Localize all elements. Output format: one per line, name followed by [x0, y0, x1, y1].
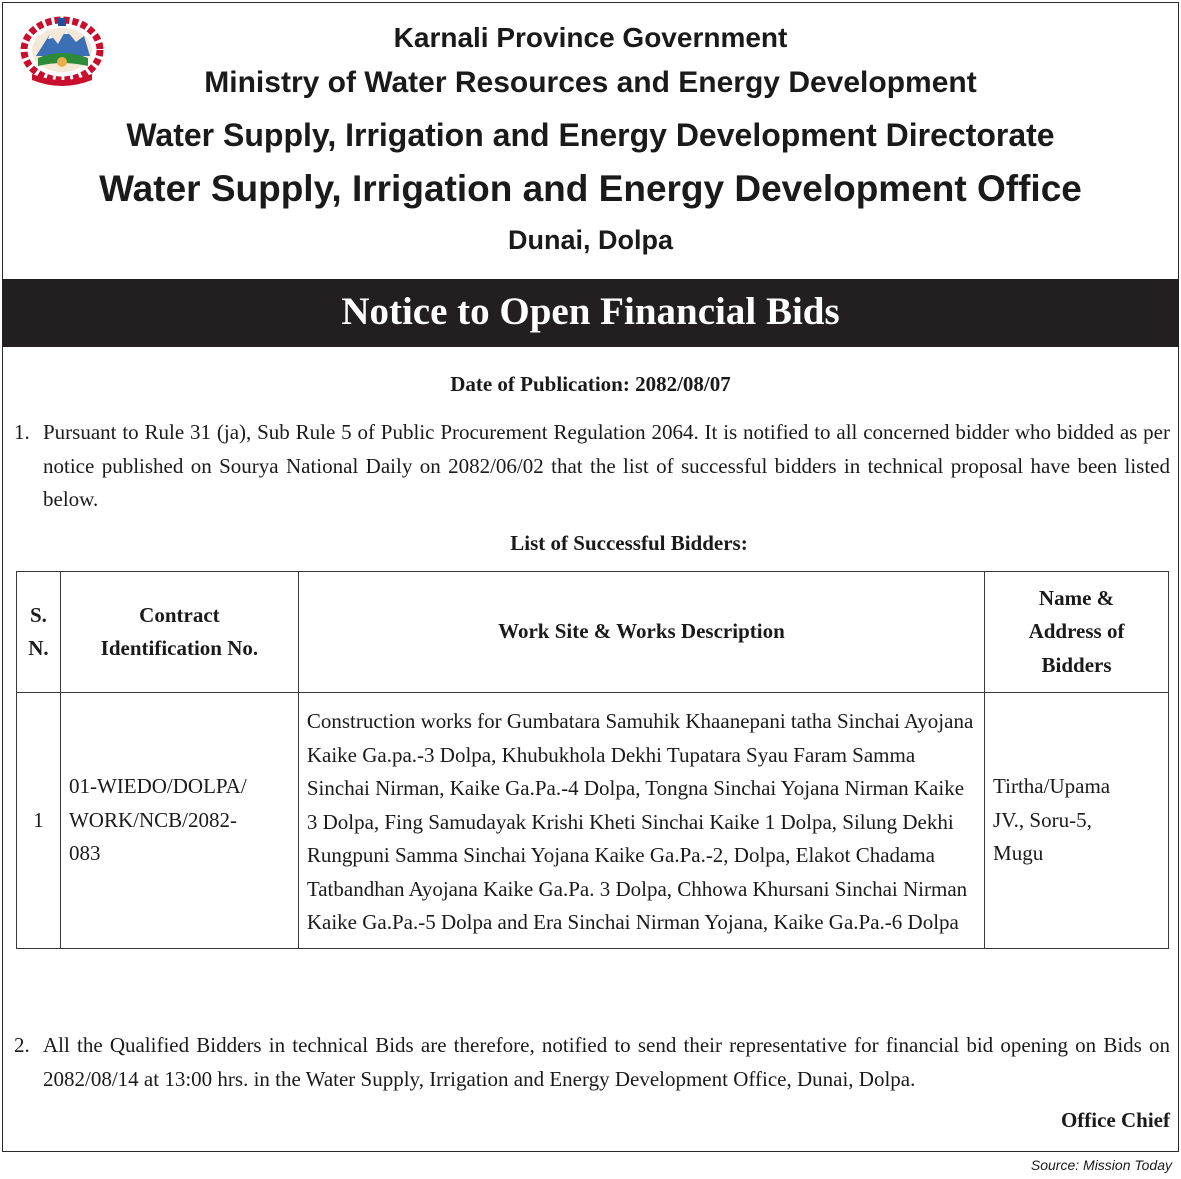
header-directorate: Water Supply, Irrigation and Energy Development Directorate — [126, 117, 1055, 153]
source-credit: Source: Mission Today — [1030, 1157, 1172, 1173]
header-location: Dunai, Dolpa — [507, 225, 673, 255]
notice-title-banner: Notice to Open Financial Bids — [2, 279, 1179, 347]
paragraph-text: All the Qualified Bidders in technical Bids are therefore, notified to send their representative for financial bid opening on Bids on 2082/08/14 at 13:00 hrs. in the Water Supply, Irrigation and Energy Development Office, Dunai, Dolpa. — [43, 1033, 1170, 1091]
header-work: Work Site & Works Description — [298, 572, 984, 693]
bidders-table — [16, 571, 1169, 949]
cell-sn: 1 — [17, 693, 61, 949]
signature: Office Chief — [1060, 1108, 1170, 1132]
cell-bidder: Tirtha/Upama JV., Soru-5, Mugu — [985, 693, 1169, 949]
header-province: Karnali Province Government — [393, 22, 788, 53]
header-ministry: Ministry of Water Resources and Energy Development — [204, 66, 977, 99]
paragraph-number: 1. — [14, 420, 30, 444]
table-header-row — [17, 572, 1169, 693]
cell-work-description: Construction works for Gumbatara Samuhik Khaanepani tatha Sinchai Ayojana Kaike Ga.pa.-3 Dolpa, Khubukhola Dekhi Tupatara Syau Faram Samma Sinchai Nirman, Kaike Ga.Pa.-4 Dolpa, Tongna Sinchai Yojana Nirman Kaike 3 Dolpa, Fing Samudayak Krishi Kheti Sinchai Kaike 1 Dolpa, Silung Dekhi Rungpuni Samma Sinchai Yojana Kaike Ga.Pa.-2, Dolpa, Elakot Chadama Tatbandhan Ayojana Kaike Ga.Pa. 3 Dolpa, Chhowa Khursani Sinchai Nirman Kaike Ga.Pa.-5 Dolpa and Era Sinchai Nirman Yojana, Kaike Ga.Pa.-6 Dolpa — [298, 693, 984, 949]
publication-date: Date of Publication: 2082/08/07 — [450, 372, 731, 396]
table-row — [17, 693, 1169, 949]
header-sn: S. N. — [17, 572, 61, 693]
header-contract-id: Contract Identification No. — [60, 572, 298, 693]
cell-contract-id: 01-WIEDO/DOLPA/ WORK/NCB/2082- 083 — [60, 693, 298, 949]
paragraph-2 — [14, 1029, 1170, 1096]
header-office: Water Supply, Irrigation and Energy Development Office — [99, 168, 1082, 209]
list-title: List of Successful Bidders: — [510, 531, 748, 555]
paragraph-number: 2. — [14, 1033, 30, 1057]
paragraph-1 — [14, 416, 1170, 517]
paragraph-text: Pursuant to Rule 31 (ja), Sub Rule 5 of Public Procurement Regulation 2064. It is notified to all concerned bidder who bidded as per notice published on Sourya National Daily on 2082/06/02 that the list of successful bidders in technical proposal have been listed below. — [43, 420, 1170, 511]
header-bidder: Name & Address of Bidders — [985, 572, 1169, 693]
